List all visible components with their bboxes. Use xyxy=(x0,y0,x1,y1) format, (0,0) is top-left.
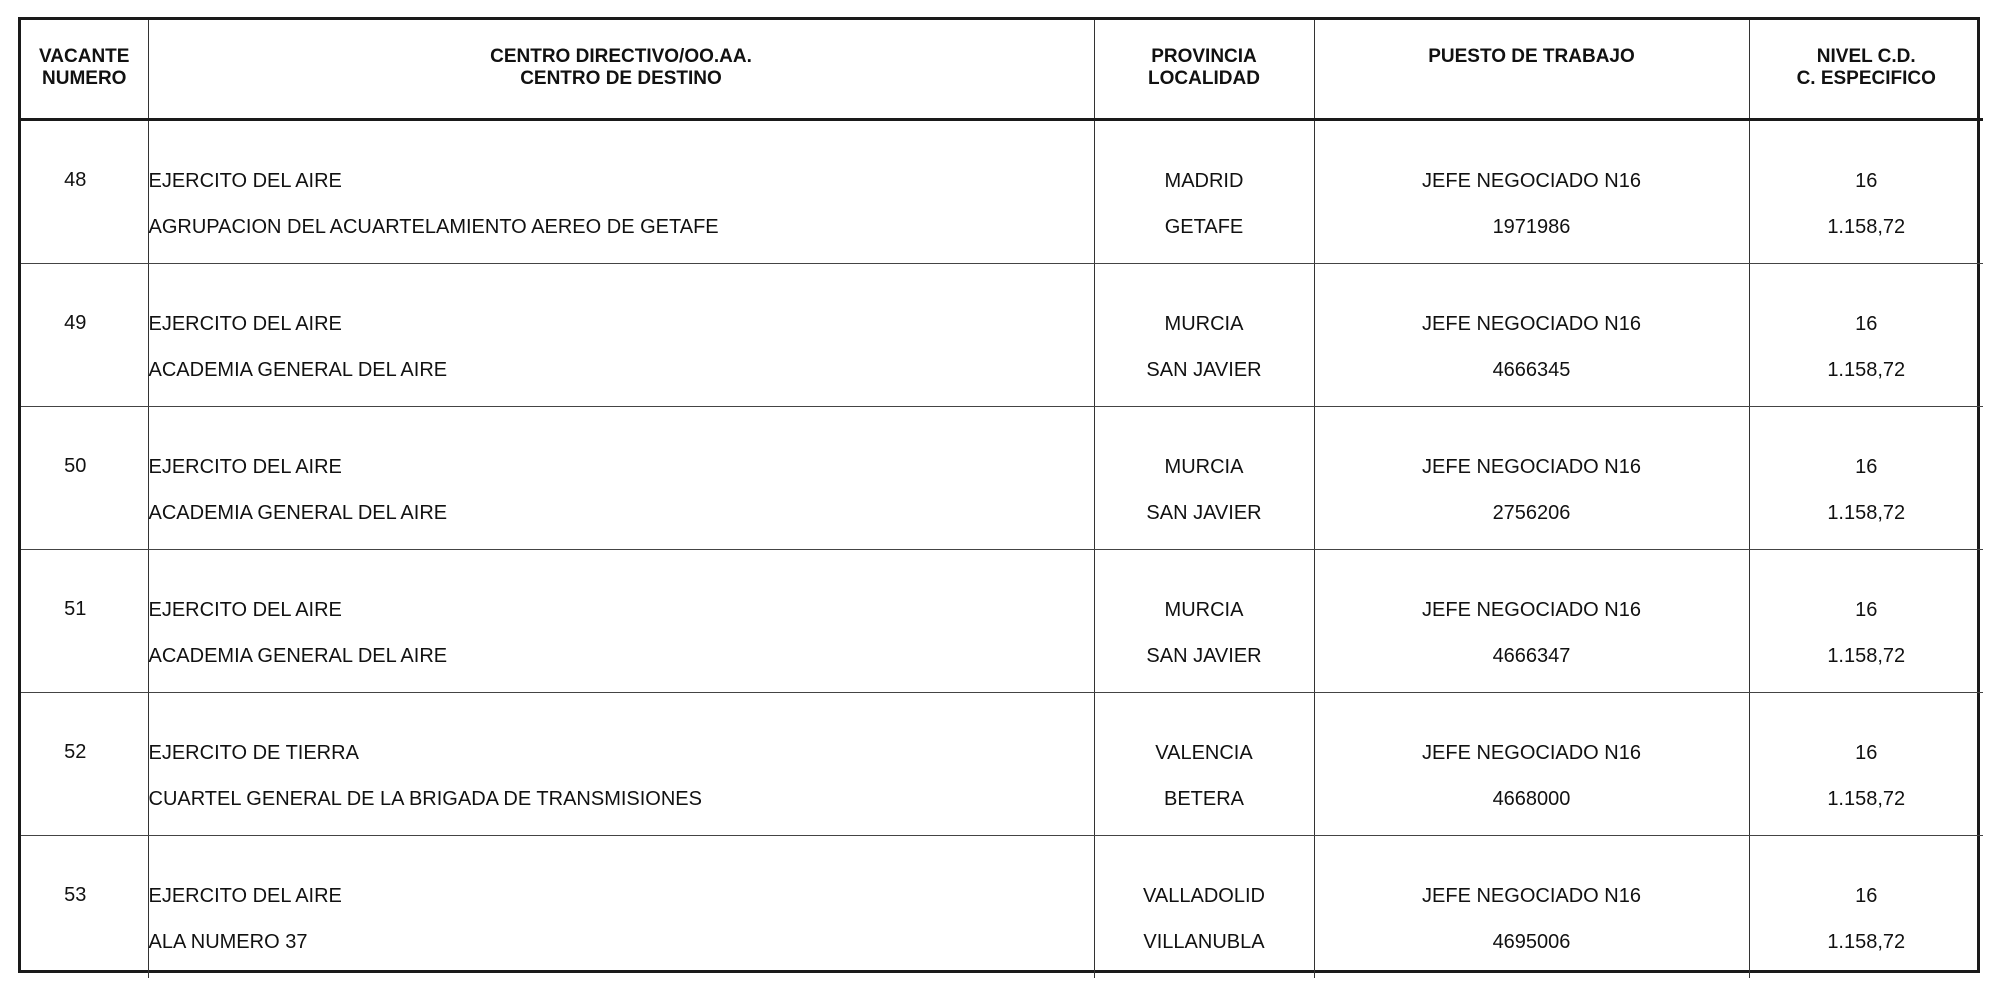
puesto-codigo: 4695006 xyxy=(1492,931,1571,953)
header-provincia-line2: LOCALIDAD xyxy=(1148,68,1260,89)
vacante-numero: 51 xyxy=(21,550,148,693)
nivel-cell xyxy=(1749,120,1983,264)
provincia: VALLADOLID xyxy=(1143,885,1265,907)
table-row xyxy=(21,120,1983,264)
complemento-especifico: 1.158,72 xyxy=(1827,645,1906,667)
puesto-cell xyxy=(1314,407,1749,550)
puesto-codigo: 4666345 xyxy=(1492,359,1571,381)
localidad: VILLANUBLA xyxy=(1143,931,1265,953)
nivel-cd: 16 xyxy=(1855,885,1878,907)
nivel-cd: 16 xyxy=(1855,599,1878,621)
header-puesto-line1: PUESTO DE TRABAJO xyxy=(1428,46,1635,67)
centro-destino: ACADEMIA GENERAL DEL AIRE xyxy=(148,359,448,381)
header-vacante-numero xyxy=(21,20,148,120)
centro-directivo: EJERCITO DEL AIRE xyxy=(148,599,342,621)
puesto-codigo: 4668000 xyxy=(1492,788,1571,810)
puesto-cell xyxy=(1314,550,1749,693)
centro-destino: ACADEMIA GENERAL DEL AIRE xyxy=(148,502,448,524)
localidad: SAN JAVIER xyxy=(1146,502,1262,524)
table-row xyxy=(21,693,1983,836)
provincia: MADRID xyxy=(1164,170,1244,192)
header-centro-line1: CENTRO DIRECTIVO/OO.AA. xyxy=(490,46,752,67)
centro-cell xyxy=(148,836,1094,979)
centro-destino: ACADEMIA GENERAL DEL AIRE xyxy=(148,645,448,667)
complemento-especifico: 1.158,72 xyxy=(1827,931,1906,953)
nivel-cell xyxy=(1749,693,1983,836)
localidad: GETAFE xyxy=(1164,216,1244,238)
header-nivel-especifico xyxy=(1749,20,1983,120)
vacante-numero: 49 xyxy=(21,264,148,407)
puesto-trabajo: JEFE NEGOCIADO N16 xyxy=(1422,599,1641,621)
complemento-especifico: 1.158,72 xyxy=(1827,359,1906,381)
table-row xyxy=(21,550,1983,693)
table-row xyxy=(21,407,1983,550)
puesto-trabajo: JEFE NEGOCIADO N16 xyxy=(1422,885,1641,907)
vacante-numero: 48 xyxy=(21,120,148,264)
centro-cell xyxy=(148,264,1094,407)
provincia: MURCIA xyxy=(1164,313,1244,335)
puesto-trabajo: JEFE NEGOCIADO N16 xyxy=(1422,313,1641,335)
centro-destino: ALA NUMERO 37 xyxy=(148,931,308,953)
vacante-numero: 53 xyxy=(21,836,148,979)
header-centro-line2: CENTRO DE DESTINO xyxy=(520,68,722,89)
provincia-cell xyxy=(1094,836,1314,979)
puesto-cell xyxy=(1314,836,1749,979)
complemento-especifico: 1.158,72 xyxy=(1827,502,1906,524)
provincia: MURCIA xyxy=(1164,456,1244,478)
localidad: SAN JAVIER xyxy=(1146,359,1262,381)
puesto-cell xyxy=(1314,264,1749,407)
table-row xyxy=(21,264,1983,407)
header-provincia-line1: PROVINCIA xyxy=(1151,46,1257,67)
centro-cell xyxy=(148,120,1094,264)
nivel-cd: 16 xyxy=(1855,313,1878,335)
centro-directivo: EJERCITO DEL AIRE xyxy=(148,170,342,192)
puesto-trabajo: JEFE NEGOCIADO N16 xyxy=(1422,170,1641,192)
vacante-numero: 52 xyxy=(21,693,148,836)
centro-directivo: EJERCITO DEL AIRE xyxy=(148,885,342,907)
provincia-cell xyxy=(1094,120,1314,264)
centro-directivo: EJERCITO DEL AIRE xyxy=(148,456,342,478)
provincia: VALENCIA xyxy=(1155,742,1253,764)
table-header-row xyxy=(21,20,1983,120)
header-nivel-line2: C. ESPECIFICO xyxy=(1796,68,1936,89)
centro-destino: CUARTEL GENERAL DE LA BRIGADA DE TRANSMISIONES xyxy=(148,788,702,810)
provincia-cell xyxy=(1094,693,1314,836)
provincia-cell xyxy=(1094,264,1314,407)
nivel-cell xyxy=(1749,550,1983,693)
header-vacante-line2: NUMERO xyxy=(42,68,127,89)
centro-destino: AGRUPACION DEL ACUARTELAMIENTO AEREO DE GETAFE xyxy=(148,216,719,238)
centro-directivo: EJERCITO DE TIERRA xyxy=(148,742,359,764)
header-vacante-line1: VACANTE xyxy=(39,46,130,67)
centro-cell xyxy=(148,407,1094,550)
nivel-cell xyxy=(1749,836,1983,979)
puesto-codigo: 4666347 xyxy=(1492,645,1571,667)
complemento-especifico: 1.158,72 xyxy=(1827,216,1906,238)
puesto-trabajo: JEFE NEGOCIADO N16 xyxy=(1422,456,1641,478)
puesto-trabajo: JEFE NEGOCIADO N16 xyxy=(1422,742,1641,764)
provincia: MURCIA xyxy=(1164,599,1244,621)
header-centro-directivo xyxy=(148,20,1094,120)
nivel-cd: 16 xyxy=(1855,742,1878,764)
complemento-especifico: 1.158,72 xyxy=(1827,788,1906,810)
centro-directivo: EJERCITO DEL AIRE xyxy=(148,313,342,335)
header-puesto-trabajo xyxy=(1314,20,1749,120)
header-nivel-line1: NIVEL C.D. xyxy=(1816,46,1916,67)
puesto-cell xyxy=(1314,693,1749,836)
puesto-cell xyxy=(1314,120,1749,264)
puesto-codigo: 1971986 xyxy=(1492,216,1571,238)
centro-cell xyxy=(148,693,1094,836)
nivel-cell xyxy=(1749,407,1983,550)
header-provincia-localidad xyxy=(1094,20,1314,120)
nivel-cell xyxy=(1749,264,1983,407)
localidad: SAN JAVIER xyxy=(1146,645,1262,667)
table-row xyxy=(21,836,1983,979)
nivel-cd: 16 xyxy=(1855,456,1878,478)
provincia-cell xyxy=(1094,407,1314,550)
vacancies-table-frame xyxy=(18,17,1980,973)
vacancies-table xyxy=(21,20,1983,978)
vacante-numero: 50 xyxy=(21,407,148,550)
provincia-cell xyxy=(1094,550,1314,693)
localidad: BETERA xyxy=(1163,788,1245,810)
centro-cell xyxy=(148,550,1094,693)
nivel-cd: 16 xyxy=(1855,170,1878,192)
puesto-codigo: 2756206 xyxy=(1492,502,1571,524)
